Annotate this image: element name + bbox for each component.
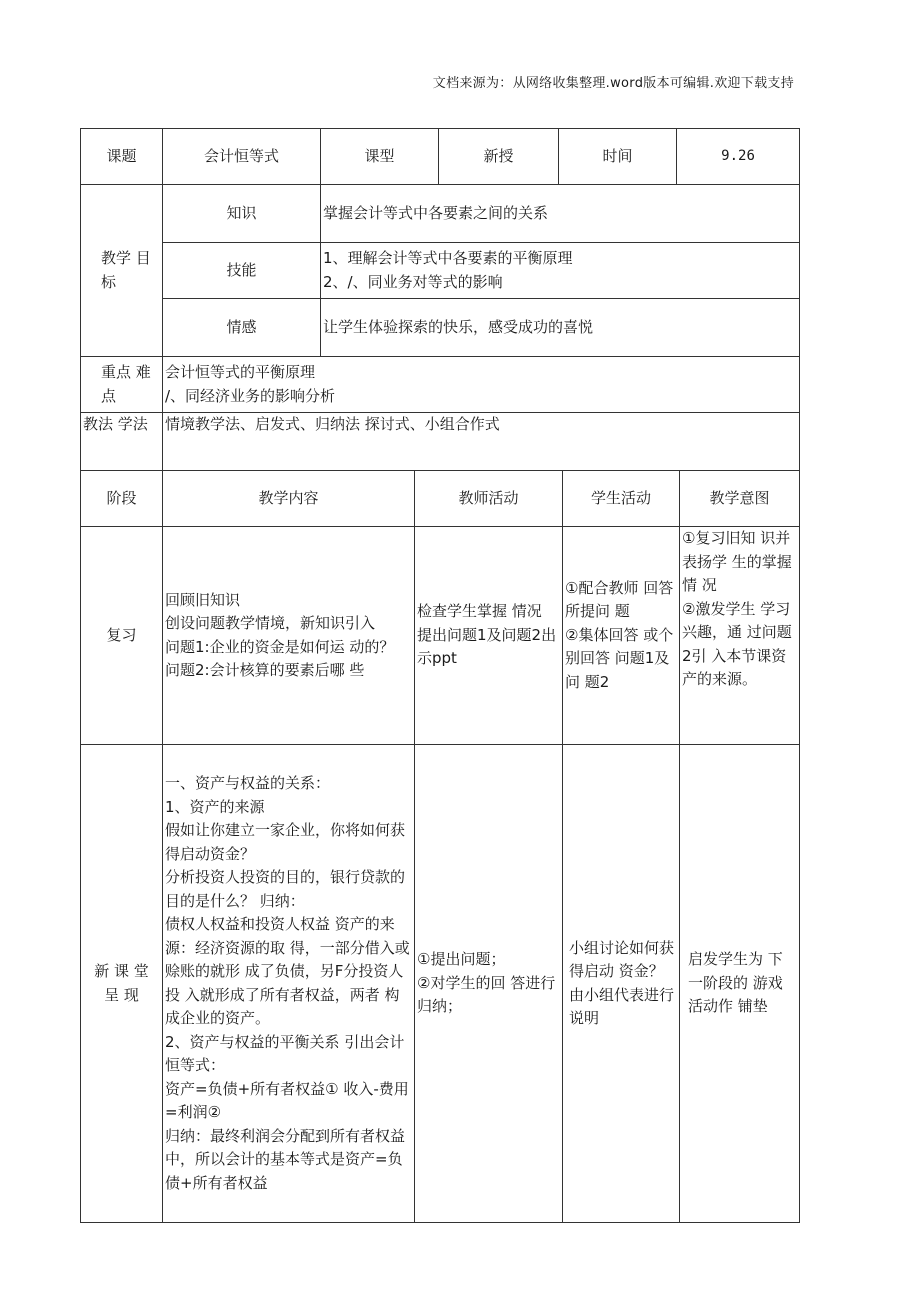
review-student xyxy=(563,527,680,745)
emotion-label: 情感 xyxy=(163,299,321,357)
type-label: 课型 xyxy=(321,129,439,185)
intent-line: 启发学生为 下一阶段的 游戏活动作 铺垫 xyxy=(688,950,783,1016)
new-lesson-student xyxy=(563,745,680,1223)
time-label: 时间 xyxy=(559,129,677,185)
lesson-info-table xyxy=(80,128,800,471)
content-line: 债权人权益和投资人权益 资产的来源：经济资源的取 得，一部分借入或赊账的就形 成了负债，另F分投资人投 入就形成了所有者权益，两者 构成企业的资产。 xyxy=(165,915,410,1027)
skill-label: 技能 xyxy=(163,243,321,299)
teacher-line: ②对学生的回 答进行归纳； xyxy=(417,973,556,1016)
header-teacher: 教师活动 xyxy=(415,471,563,527)
knowledge-label: 知识 xyxy=(163,185,321,243)
key-label: 重点 难点 xyxy=(81,357,163,413)
review-stage: 复习 xyxy=(81,527,163,745)
content-line: 资产=负债+所有者权益① 收入-费用=利润② xyxy=(165,1079,409,1121)
key-line: /、同经济业务的影响分析 xyxy=(165,386,336,405)
content-line: 问题1:企业的资金是如何运 动的？ xyxy=(165,637,395,656)
content-line: 一、资产与权益的关系： xyxy=(165,774,331,792)
emotion-value: 让学生体验探索的快乐，感受成功的喜悦 xyxy=(321,299,800,357)
skill-line: 2、/、同业务对等式的影响 xyxy=(323,272,503,291)
student-line: ①配合教师 回答所提问 题 xyxy=(565,578,674,621)
header-student: 学生活动 xyxy=(563,471,680,527)
objectives-label: 教学 目标 xyxy=(81,185,163,357)
header-content: 教学内容 xyxy=(163,471,415,527)
key-line: 会计恒等式的平衡原理 xyxy=(165,363,316,381)
student-line: 由小组代表进行说明 xyxy=(569,985,675,1027)
content-line: 假如让你建立一家企业，你将如何获得启动资金？ xyxy=(165,821,406,863)
method-value: 情境教学法、启发式、归纳法 探讨式、小组合作式 xyxy=(163,413,800,471)
content-line: 问题2:会计核算的要素后哪 些 xyxy=(165,661,365,679)
key-value xyxy=(163,357,800,413)
content-line: 2、资产与权益的平衡关系 引出会计恒等式： xyxy=(165,1032,405,1074)
content-line: 创设问题教学情境，新知识引入 xyxy=(165,614,376,632)
new-lesson-content xyxy=(163,745,415,1223)
new-lesson-teacher xyxy=(415,745,563,1223)
review-teacher xyxy=(415,527,563,745)
student-line: 小组讨论如何获得启动 资金？ xyxy=(569,938,675,980)
skill-value xyxy=(321,243,800,299)
intent-line: ②激发学生 学习兴趣，通 过问题2引 入本节课资 产的来源。 xyxy=(682,599,792,688)
header-stage: 阶段 xyxy=(81,471,163,527)
review-intent xyxy=(680,527,800,745)
new-lesson-intent xyxy=(680,745,800,1223)
lesson-plan-table xyxy=(80,470,800,1223)
knowledge-value: 掌握会计等式中各要素之间的关系 xyxy=(321,185,800,243)
review-content xyxy=(163,527,415,745)
header-note: 文档来源为：从网络收集整理.word版本可编辑.欢迎下载支持 xyxy=(432,76,794,91)
skill-line: 1、理解会计等式中各要素的平衡原理 xyxy=(323,249,573,267)
teacher-line: 提出问题1及问题2出示ppt xyxy=(417,625,557,668)
header-intent: 教学意图 xyxy=(680,471,800,527)
teacher-line: 检查学生掌握 情况 xyxy=(417,602,542,621)
content-line: 回顾旧知识 xyxy=(165,590,241,609)
type-value: 新授 xyxy=(439,129,559,185)
teacher-line: ①提出问题； xyxy=(417,950,506,969)
content-line: 分析投资人投资的目的，银行贷款的目的是什么？ 归纳： xyxy=(165,868,406,910)
content-line: 归纳：最终利润会分配到所有者权益中，所以会计的基本等式是资产=负债+所有者权益 xyxy=(165,1126,406,1192)
intent-line: ①复习旧知 识并表扬学 生的掌握情 况 xyxy=(682,529,792,594)
method-label: 教法 学法 xyxy=(81,413,163,471)
topic-label: 课题 xyxy=(81,129,163,185)
content-line: 1、资产的来源 xyxy=(165,797,265,816)
time-value: 9.26 xyxy=(677,129,800,185)
student-line: ②集体回答 或个别回答 问题1及问 题2 xyxy=(565,625,674,691)
topic-value: 会计恒等式 xyxy=(163,129,321,185)
new-lesson-stage: 新 课 堂 呈 现 xyxy=(81,745,163,1223)
